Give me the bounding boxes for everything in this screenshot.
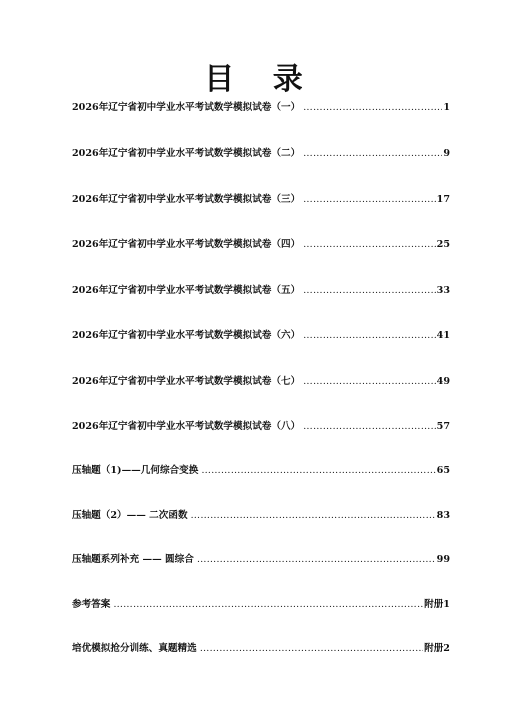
toc-entry-final-problems-2[interactable] [72, 509, 450, 523]
toc-entry-page: 49 [436, 376, 450, 387]
toc-entry-page: 附册1 [424, 599, 450, 610]
toc-entry-page: 41 [436, 330, 450, 341]
toc-entry-mock-exam-2[interactable] [72, 147, 450, 161]
toc-entry-final-problems-supplement[interactable] [72, 553, 450, 567]
toc-entry-page: 65 [436, 465, 450, 476]
toc-entry-title: 2026年辽宁省初中学业水平考试数学模拟试卷（六） [72, 330, 301, 341]
toc-entry-page: 1 [443, 102, 450, 113]
toc-entry-mock-exam-7[interactable] [72, 375, 450, 389]
toc-entry-advanced-training[interactable] [72, 642, 450, 656]
toc-entry-mock-exam-4[interactable] [72, 238, 450, 252]
toc-entry-mock-exam-6[interactable] [72, 329, 450, 343]
toc-dot-leader [303, 238, 435, 252]
toc-dot-leader [201, 464, 435, 478]
toc-entry-page: 9 [443, 148, 450, 159]
toc-entry-page: 99 [436, 554, 450, 565]
toc-dot-leader [303, 284, 435, 298]
toc-entry-title: 2026年辽宁省初中学业水平考试数学模拟试卷（四） [72, 239, 301, 250]
toc-entry-final-problems-1[interactable] [72, 464, 450, 478]
toc-entry-mock-exam-5[interactable] [72, 284, 450, 298]
toc-entry-title: 2026年辽宁省初中学业水平考试数学模拟试卷（二） [72, 148, 301, 159]
toc-dot-leader [197, 553, 436, 567]
toc-dot-leader [303, 420, 435, 434]
toc-entry-title: 2026年辽宁省初中学业水平考试数学模拟试卷（七） [72, 376, 301, 387]
toc-entry-mock-exam-3[interactable] [72, 193, 450, 207]
toc-dot-leader [303, 329, 435, 343]
toc-entry-title: 2026年辽宁省初中学业水平考试数学模拟试卷（八） [72, 421, 301, 432]
toc-entry-title: 参考答案 [72, 599, 111, 610]
toc-entry-page: 附册2 [424, 643, 450, 654]
toc-dot-leader [191, 509, 436, 523]
toc-entry-page: 25 [436, 239, 450, 250]
page-title: 目 录 [204, 62, 317, 98]
toc-dot-leader [303, 101, 442, 115]
toc-entry-page: 83 [436, 510, 450, 521]
toc-dot-leader [303, 147, 442, 161]
toc-entry-title: 2026年辽宁省初中学业水平考试数学模拟试卷（三） [72, 194, 301, 205]
toc-entry-mock-exam-8[interactable] [72, 420, 450, 434]
toc-entry-title: 压轴题系列补充 —— 圆综合 [72, 554, 194, 565]
toc-entry-page: 17 [436, 194, 450, 205]
toc-entry-title: 2026年辽宁省初中学业水平考试数学模拟试卷（一） [72, 102, 301, 113]
toc-dot-leader [113, 598, 423, 612]
toc-entry-title: 培优模拟抢分训练、真题精选 [72, 643, 197, 654]
toc-entry-page: 33 [436, 285, 450, 296]
toc-dot-leader [303, 375, 435, 389]
toc-entry-mock-exam-1[interactable] [72, 101, 450, 115]
toc-entry-title: 压轴题（1)——几何综合变换 [72, 465, 199, 476]
toc-entry-title: 压轴题（2）—— 二次函数 [72, 510, 188, 521]
toc-entry-title: 2026年辽宁省初中学业水平考试数学模拟试卷（五） [72, 285, 301, 296]
toc-entry-answer-key[interactable] [72, 598, 450, 612]
toc-dot-leader [303, 193, 435, 207]
toc-dot-leader [200, 642, 423, 656]
toc-entry-page: 57 [436, 421, 450, 432]
